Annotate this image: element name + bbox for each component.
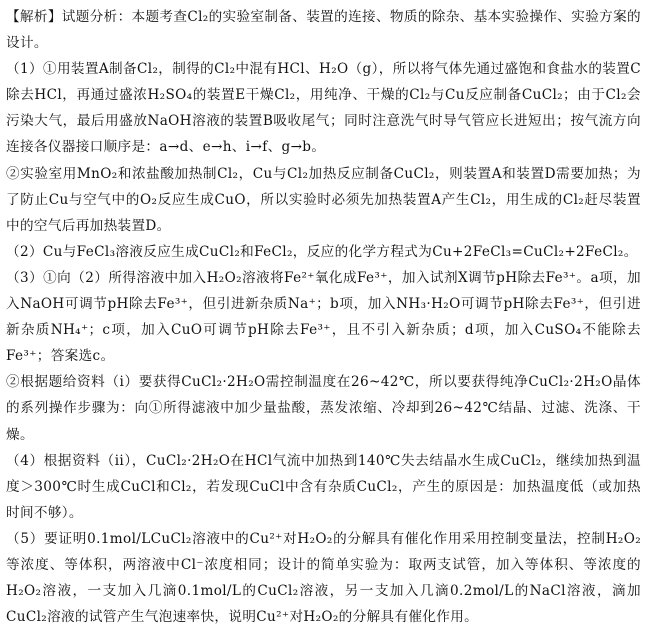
part2-paragraph: （2）Cu与FeCl₃溶液反应生成CuCl₂和FeCl₂，反应的化学方程式为Cu+2FeCl₃=CuCl₂+2FeCl₂。: [6, 243, 638, 260]
analysis-intro-paragraph: 【解析】试题分析：本题考查Cl₂的实验室制备、装置的连接、物质的除杂、基本实验操作、实验方案的设计。: [6, 9, 641, 52]
part1-step2-paragraph: ②实验室用MnO₂和浓盐酸加热制Cl₂，Cu与Cl₂加热反应制备CuCl₂，则装置A和装置D需要加热；为了防止Cu与空气中的O₂反应生成CuO，所以实验时必须先加热装置A产生Cl₂，用生成的Cl₂赶尽装置中的空气后再加热装置D。: [6, 165, 641, 234]
part5-paragraph: （5）要证明0.1mol/LCuCl₂溶液中的Cu²⁺对H₂O₂的分解具有催化作用采用控制变量法，控制H₂O₂等浓度、等体积，两溶液中Cl⁻浓度相同；设计的简单实验为：取两支试管，加入等体积、等浓度的H₂O₂溶液，一支加入几滴0.1mol/L的CuCl₂溶液，另一支加入几滴0.2mol/L的NaCl溶液，滴加CuCl₂溶液的试管产生气泡速率快，说明Cu²⁺对H₂O₂的分解具有催化作用。: [6, 530, 641, 626]
part4-paragraph: （4）根据资料（ii），CuCl₂·2H₂O在HCl气流中加热到140℃失去结晶水生成CuCl₂，继续加热到温度＞300℃时生成CuCl和Cl₂，若发现CuCl中含有杂质CuCl₂，产生的原因是：加热温度低（或加热时间不够）。: [6, 452, 641, 521]
part1-step1-paragraph: （1）①用装置A制备Cl₂，制得的Cl₂中混有HCl、H₂O（g），所以将气体先通过盛饱和食盐水的装置C除去HCl，再通过盛浓H₂SO₄的装置E干燥Cl₂，用纯净、干燥的Cl₂与Cu反应制备CuCl₂；由于Cl₂会污染大气，最后用盛放NaOH溶液的装置B吸收尾气；同时注意洗气时导气管应长进短出；按气流方向连接各仪器接口顺序是：a→d、e→h、i→f、g→b。: [6, 61, 641, 156]
part3-step1-paragraph: （3）①向（2）所得溶液中加入H₂O₂溶液将Fe²⁺氧化成Fe³⁺，加入试剂X调节pH除去Fe³⁺。a项，加入NaOH可调节pH除去Fe³⁺，但引进新杂质Na⁺；b项，加入NH₃·H₂O可调节pH除去Fe³⁺，但引进新杂质NH₄⁺；c项，加入CuO可调节pH除去Fe³⁺，且不引入新杂质；d项，加入CuSO₄不能除去Fe³⁺；答案选c。: [6, 269, 641, 365]
part3-step2-paragraph: ②根据题给资料（i）要获得CuCl₂·2H₂O需控制温度在26~42℃，所以要获得纯净CuCl₂·2H₂O晶体的系列操作步骤为：向①所得滤液中加少量盐酸，蒸发浓缩、冷却到26~42℃结晶、过滤、洗涤、干燥。: [6, 374, 641, 443]
